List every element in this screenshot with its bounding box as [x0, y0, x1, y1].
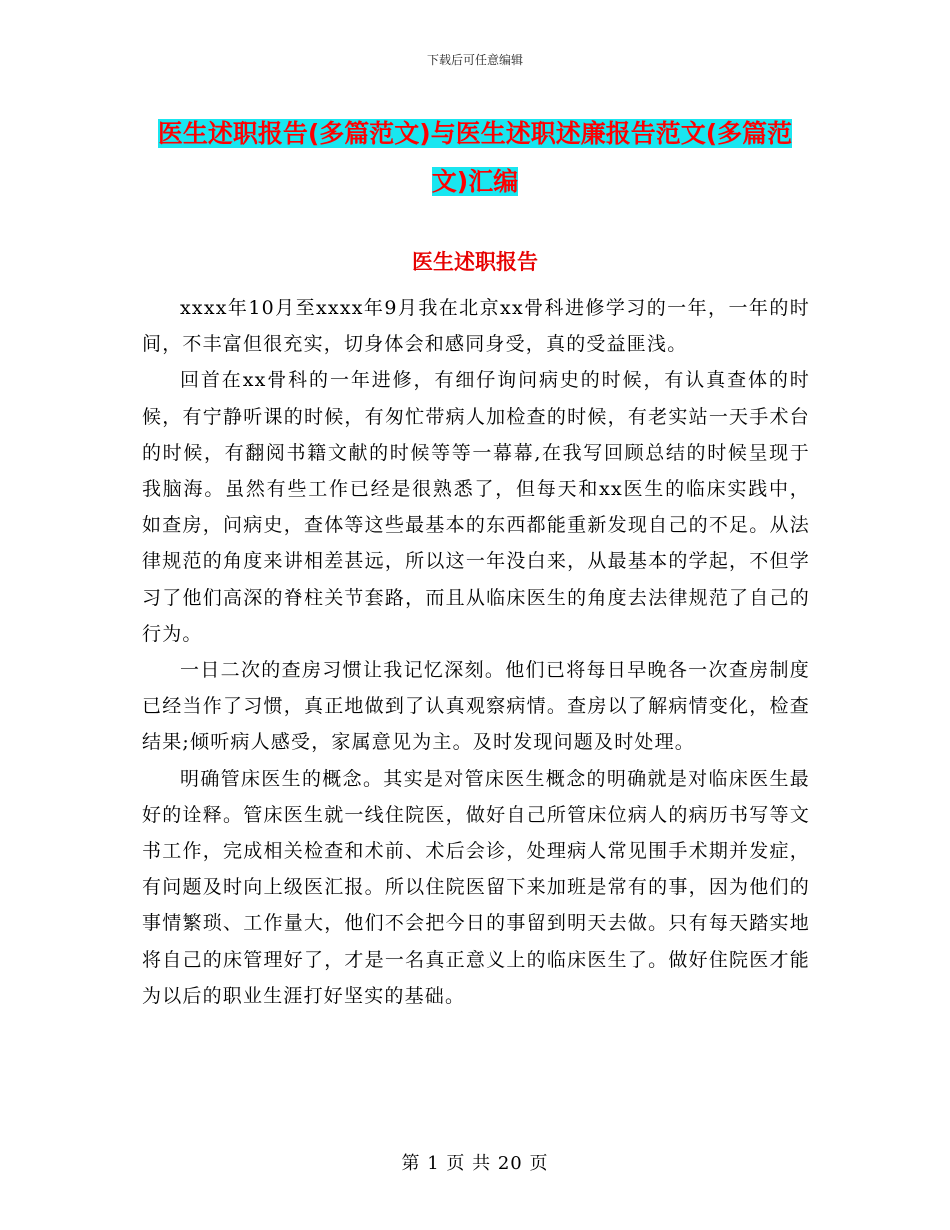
document-title-text: 医生述职报告(多篇范文)与医生述职述廉报告范文(多篇范文)汇编	[157, 119, 793, 196]
document-title	[140, 110, 810, 206]
paragraph: 回首在xx骨科的一年进修，有细仔询问病史的时候，有认真查体的时候，有宁静听课的时候，有匆忙带病人加检查的时候，有老实站一天手术台的时候，有翻阅书籍文献的时候等等一幕幕,在我写回顾总结的时候呈现于我脑海。虽然有些工作已经是很熟悉了，但每天和xx医生的临床实践中，如查房，问病史，查体等这些最基本的东西都能重新发现自己的不足。从法律规范的角度来讲相差甚远，所以这一年没白来，从最基本的学起，不但学习了他们高深的脊柱关节套路，而且从临床医生的角度去法律规范了自己的行为。	[142, 369, 810, 645]
paragraph: 一日二次的查房习惯让我记忆深刻。他们已将每日早晚各一次查房制度已经当作了习惯，真正地做到了认真观察病情。查房以了解病情变化，检查结果;倾听病人感受，家属意见为主。及时发现问题及时处理。	[142, 659, 810, 754]
section-title: 医生述职报告	[412, 250, 538, 274]
page-footer: 第 1 页 共 20 页	[401, 1153, 549, 1174]
paragraph: xxxx年10月至xxxx年9月我在北京xx骨科进修学习的一年，一年的时间，不丰富但很充实，切身体会和感同身受，真的受益匪浅。	[142, 297, 810, 356]
paragraph: 明确管床医生的概念。其实是对管床医生概念的明确就是对临床医生最好的诠释。管床医生就一线住院医，做好自己所管床位病人的病历书写等文书工作，完成相关检查和术前、术后会诊，处理病人常见围手术期并发症，有问题及时向上级医汇报。所以住院医留下来加班是常有的事，因为他们的事情繁琐、工作量大，他们不会把今日的事留到明天去做。只有每天踏实地将自己的床管理好了，才是一名真正意义上的临床医生了。做好住院医才能为以后的职业生涯打好坚实的基础。	[142, 767, 810, 1007]
document-body	[142, 290, 810, 1014]
header-note: 下载后可任意编辑	[426, 53, 523, 67]
